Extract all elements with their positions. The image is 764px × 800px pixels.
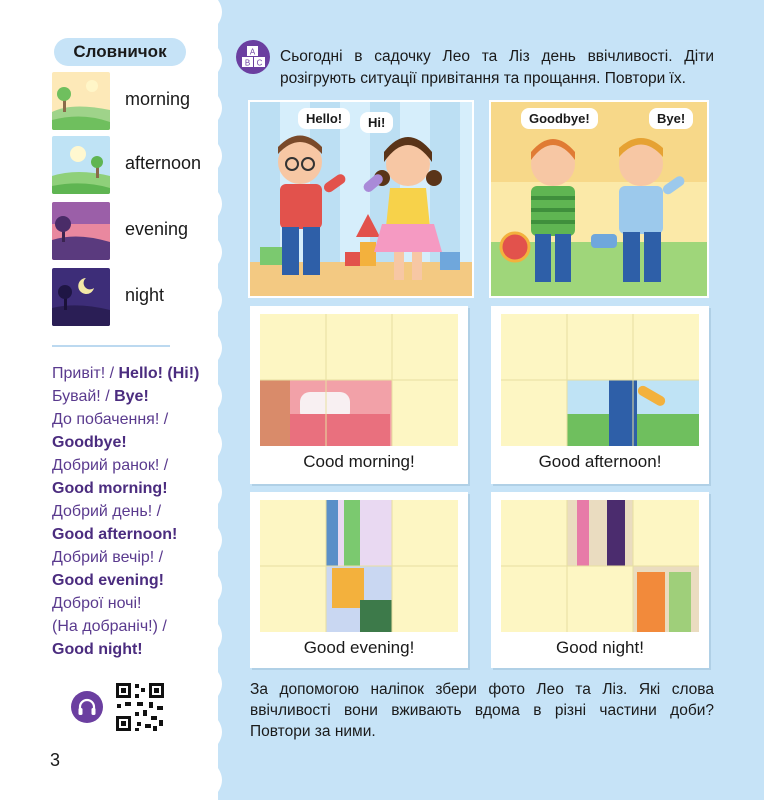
vocabulary-sidebar (0, 0, 218, 800)
vocab-item-night (52, 268, 222, 326)
phrase-line: Привіт! / Hello! (Hi!) (52, 365, 200, 382)
abc-letter-b: B (244, 58, 251, 68)
abc-blocks-icon (236, 40, 270, 74)
phrase-line: Good evening! (52, 572, 164, 589)
intro-instruction: Сьогодні в садочку Лео та Ліз день ввічливості. Діти розігрують ситуації привітання та прощання. Повтори їх. (280, 48, 714, 87)
vocab-word-evening: evening (125, 219, 189, 239)
morning-picture (52, 72, 110, 130)
phrase-line: Добрий ранок! / (52, 457, 169, 474)
vocabulary-title: Словничок (54, 38, 186, 66)
vocab-word-afternoon: afternoon (125, 153, 202, 173)
farewell-scene (489, 100, 709, 298)
abc-letter-c: C (256, 58, 263, 68)
sticker-card-night[interactable] (491, 492, 709, 668)
phrase-line: Goodbye! (52, 434, 127, 451)
sticker-area[interactable] (260, 500, 458, 632)
phrase-line: Добрий вечір! / (52, 549, 164, 566)
sticker-area[interactable] (260, 314, 458, 446)
card-label: Cood morning! (303, 452, 415, 471)
vocab-item-morning (52, 72, 222, 130)
phrase-line: До побачення! / (52, 411, 169, 428)
speech-bubble: Hi! (360, 112, 393, 133)
qr-code-icon[interactable] (113, 680, 167, 734)
vocab-word-night: night (125, 285, 165, 305)
evening-picture (52, 202, 110, 260)
sticker-card-morning[interactable] (250, 306, 468, 484)
phrase-line: Добрий день! / (52, 503, 162, 520)
vocab-item-evening (52, 202, 222, 260)
headphones-icon[interactable] (71, 691, 103, 723)
phrase-line: (На добраніч!) / (52, 618, 167, 635)
phrase-line: Доброї ночі! (52, 595, 142, 612)
phrase-list (52, 362, 220, 661)
phrase-line: Good morning! (52, 480, 168, 497)
sticker-card-evening[interactable] (250, 492, 468, 668)
sticker-area[interactable] (501, 314, 699, 446)
sticker-card-afternoon[interactable] (491, 306, 709, 484)
vocab-word-morning: morning (125, 89, 191, 109)
greeting-scene (248, 100, 474, 298)
sidebar-divider (52, 345, 170, 347)
speech-bubble: Bye! (649, 108, 693, 129)
sticker-instruction: За допомогою наліпок збери фото Лео та Ліз. Які слова ввічливості вони вживають вдома в різні частини доби? Повтори за ними. (250, 681, 714, 740)
phrase-line: Good night! (52, 641, 143, 658)
afternoon-picture (52, 136, 110, 194)
vocab-item-afternoon (52, 136, 222, 194)
sticker-area[interactable] (501, 500, 699, 632)
night-picture (52, 268, 110, 326)
phrase-line: Good afternoon! (52, 526, 178, 543)
abc-letter-a: A (249, 47, 256, 57)
card-label: Good evening! (303, 638, 415, 657)
wavy-edge (210, 0, 230, 800)
speech-bubble: Goodbye! (521, 108, 598, 129)
phrase-line: Бувай! / Bye! (52, 388, 149, 405)
card-label: Good night! (556, 638, 644, 657)
card-label: Good afternoon! (538, 452, 662, 471)
speech-bubble: Hello! (298, 108, 350, 129)
page-number: 3 (50, 750, 61, 770)
